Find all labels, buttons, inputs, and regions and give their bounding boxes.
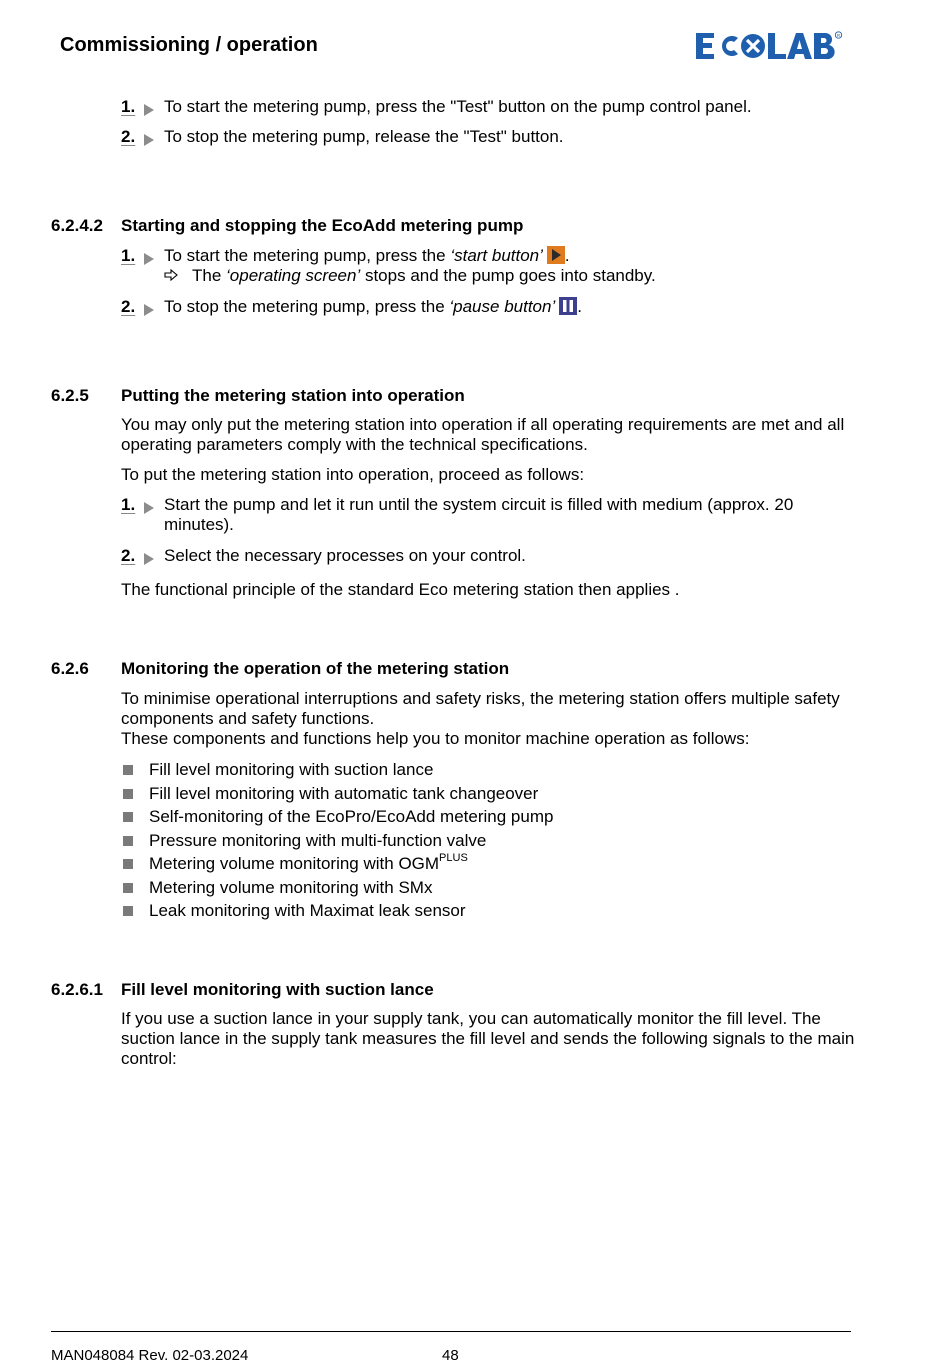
result-text-post: stops and the pump goes into standby. [360, 266, 656, 285]
list-item-text: Metering volume monitoring with OGM [149, 854, 440, 873]
paragraph-line: To minimise operational interruptions and safety risks, the metering station offers multiple safety components and safety functions. [121, 689, 840, 728]
section-number: 6.2.5 [51, 386, 89, 405]
list-item-text: Leak monitoring with Maximat leak sensor [149, 901, 466, 920]
result-text-pre: The [192, 266, 227, 285]
step-arrow-icon [144, 553, 154, 565]
bullet-square-icon [123, 836, 133, 846]
bullet-square-icon [123, 906, 133, 916]
paragraph: You may only put the metering station into operation if all operating requirements are met and all operating parameters comply with the technical specifications. [121, 415, 845, 454]
list-item-text: Fill level monitoring with suction lance [149, 760, 434, 779]
step-text: To stop the metering pump, release the "Test" button. [164, 127, 564, 146]
bullet-square-icon [123, 812, 133, 822]
step-arrow-icon [144, 304, 154, 316]
list-item [121, 805, 553, 829]
list-item [121, 876, 553, 900]
footer-divider [51, 1331, 851, 1332]
list-item [121, 852, 553, 876]
step-number: 2. [121, 297, 136, 316]
list-item-text: Pressure monitoring with multi-function valve [149, 830, 487, 850]
list-item-text: Metering volume monitoring with SMx [149, 877, 433, 897]
step-text: To start the metering pump, press the "Test" button on the pump control panel. [164, 97, 752, 116]
step-text: Start the pump and let it run until the system circuit is filled with medium (approx. 20 minutes). [164, 495, 794, 534]
paragraph-line: These components and functions help you to monitor machine operation as follows: [121, 729, 750, 748]
section-number: 6.2.4.2 [51, 216, 103, 235]
list-item [121, 829, 553, 853]
section-title: Fill level monitoring with suction lance [121, 980, 434, 999]
monitoring-list [121, 758, 553, 923]
step-arrow-icon [144, 253, 154, 265]
section-title: Monitoring the operation of the metering station [121, 659, 510, 678]
step-text: Select the necessary processes on your control. [164, 546, 526, 565]
bullet-square-icon [123, 765, 133, 775]
paragraph: If you use a suction lance in your supply tank, you can automatically monitor the fill level. The suction lance in the supply tank measures the fill level and sends the following signals to the main control: [121, 1009, 855, 1068]
start-button-icon [547, 246, 565, 264]
start-button-label: ‘start button’ [450, 246, 543, 265]
footer-document-id: MAN048084 Rev. 02-03.2024 [51, 1347, 249, 1364]
step-number: 1. [121, 495, 136, 514]
operating-screen-label: ‘operating screen’ [226, 266, 361, 285]
step-text-post: . [577, 297, 582, 316]
section-number: 6.2.6.1 [51, 980, 103, 999]
paragraph: The functional principle of the standard Eco metering station then applies . [121, 580, 680, 599]
bullet-square-icon [123, 883, 133, 893]
bullet-square-icon [123, 859, 133, 869]
pause-button-icon [559, 297, 577, 315]
paragraph: To put the metering station into operation, proceed as follows: [121, 465, 585, 484]
step-number: 2. [121, 546, 136, 565]
step-arrow-icon [144, 502, 154, 514]
paragraph [121, 689, 856, 749]
footer-page-number: 48 [442, 1347, 459, 1364]
page-header-title: Commissioning / operation [60, 34, 318, 56]
pause-button-label: ‘pause button’ [449, 297, 556, 316]
ecolab-logo [694, 30, 844, 62]
step-number: 2. [121, 127, 136, 146]
step-text-pre: To start the metering pump, press the [164, 246, 451, 265]
list-item [121, 782, 553, 806]
ogm-plus-superscript: PLUS [439, 852, 468, 864]
step-arrow-icon [144, 134, 154, 146]
step-text [164, 246, 854, 266]
list-item-text: Self-monitoring of the EcoPro/EcoAdd metering pump [149, 807, 554, 826]
list-item-text: Fill level monitoring with automatic tank changeover [149, 783, 539, 803]
section-title: Starting and stopping the EcoAdd metering pump [121, 216, 524, 235]
section-title: Putting the metering station into operation [121, 386, 465, 405]
list-item [121, 758, 553, 782]
step-text-post: . [564, 246, 570, 265]
step-text [164, 297, 854, 317]
ecoadd-step-1-result [164, 266, 656, 286]
section-number: 6.2.6 [51, 659, 89, 678]
step-text-pre: To stop the metering pump, press the [164, 297, 450, 316]
step-arrow-icon [144, 104, 154, 116]
svg-text:R: R [836, 32, 841, 38]
step-number: 1. [121, 97, 136, 116]
result-arrow-icon [164, 266, 182, 286]
step-number: 1. [121, 246, 136, 265]
list-item [121, 899, 553, 923]
bullet-square-icon [123, 789, 133, 799]
